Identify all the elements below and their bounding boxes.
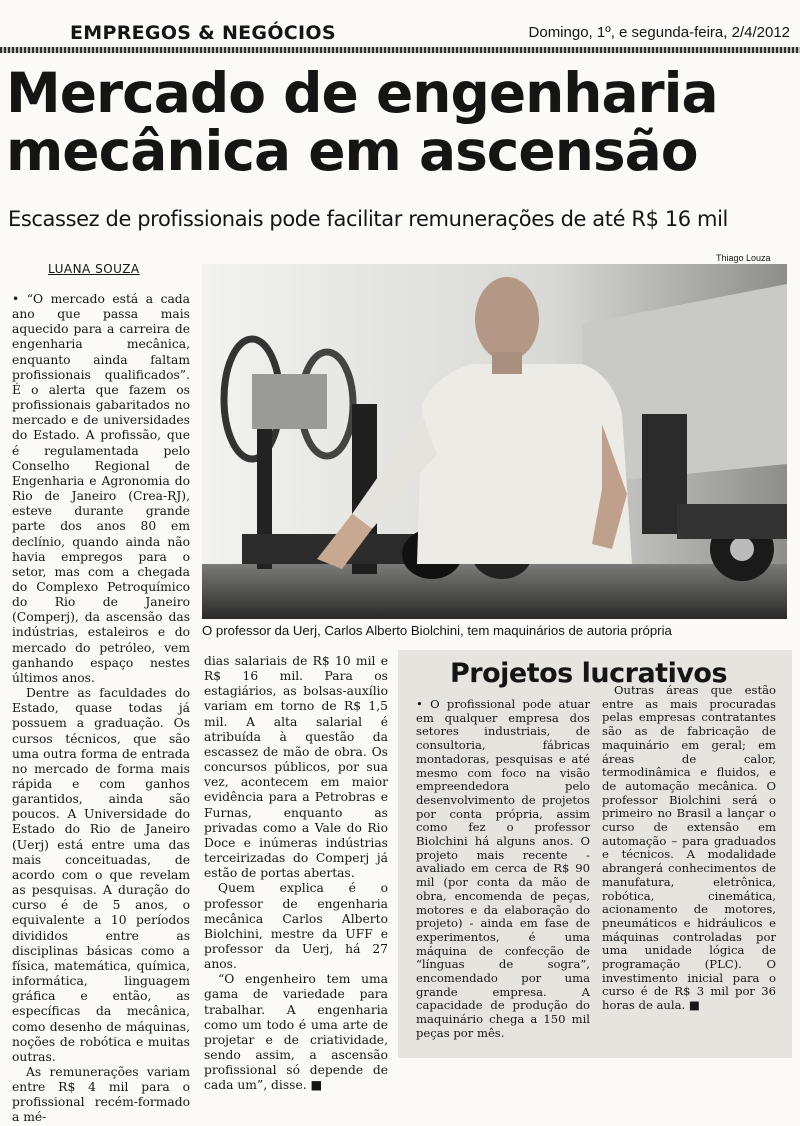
byline: LUANA SOUZA xyxy=(48,262,140,276)
headline-line-1: Mercado de engenharia xyxy=(6,61,718,125)
paragraph: As remunerações variam entre R$ 4 mil para o profissional recém-formado a mé- xyxy=(12,1064,190,1125)
headline-line-2: mecânica em ascensão xyxy=(6,119,698,183)
box-title: Projetos lucrativos xyxy=(450,658,728,689)
paragraph: dias salariais de R$ 10 mil e R$ 16 mil. Para os estagiários, as bolsas-auxílio variam em torno de R$ 1,5 mil. A alta salarial é atribuída à questão da escassez de mão de obra. Os concursos públicos, por sua vez, acontecem em maior evidência para a Petrobras e Furnas, enquanto as privadas como a Vale do Rio Doce e inúmeras indústrias terceirizadas do Comperj já estão de portas abertas. xyxy=(204,654,388,881)
box-column-1 xyxy=(416,698,590,1041)
date-line: Domingo, 1º, e segunda-feira, 2/4/2012 xyxy=(528,24,790,41)
subheadline: Escassez de profissionais pode facilitar remunerações de até R$ 16 mil xyxy=(8,207,728,231)
box-column-2 xyxy=(602,684,776,1013)
paragraph: Outras áreas que estão entre as mais procuradas pelas empresas contratantes são as de fabricação de maquinário em geral; em áreas de calor, termodinâmica e fluidos, e de automação mecânica. O professor Biolchini será o primeiro no Brasil a lançar o curso de extensão em automação – para graduados e técnicos. A modalidade abrangerá conhecimentos de manufatura, eletrônica, robótica, cinemática, acionamento de motores, pneumáticos e hidráulicos e máquinas controladas por uma unidade lógica de programação (PLC). O investimento inicial para o curso é de R$ 3 mil por 36 horas de aula. ■ xyxy=(602,683,776,1013)
article-column-1 xyxy=(12,292,190,1126)
page-header xyxy=(0,0,800,52)
article-column-2 xyxy=(204,654,388,1094)
photo-caption: O professor da Uerj, Carlos Alberto Biolchini, tem maquinários de autoria própria xyxy=(202,623,672,638)
photo-credit: Thiago Louza xyxy=(716,253,771,263)
article-photo xyxy=(202,264,787,619)
headline xyxy=(6,61,718,183)
header-rule xyxy=(0,47,800,53)
paragraph: Quem explica é o professor de engenharia mecânica Carlos Alberto Biolchini, mestre da UFF e professor da Uerj, há 27 anos. xyxy=(204,881,388,972)
paragraph: • “O mercado está a cada ano que passa mais aquecido para a carreira de engenharia mecânica, enquanto ainda faltam profissionais qualificados”. É o alerta que fazem os profissionais gabaritados no mercado e de universidades do Estado. A profissão, que é regulamentada pelo Conselho Regional de Engenharia e Agronomia do Rio de Janeiro (Crea-RJ), esteve durante grande parte dos anos 80 em declínio, quando ainda não havia empregos para o setor, mas com a chegada do Complexo Petroquímico do Rio de Janeiro (Comperj), da ascensão das indústrias, estaleiros e do mercado do petróleo, vem ganhando espaço nestes últimos anos. xyxy=(12,292,190,685)
section-name: EMPREGOS & NEGÓCIOS xyxy=(70,22,336,44)
paragraph: • O profissional pode atuar em qualquer empresa dos setores industriais, de consultoria, fábricas montadoras, pesquisas e até mesmo com foco na visão empreendedora pelo desenvolvimento de projetos por conta própria, assim como fez o professor Biolchini há alguns anos. O projeto mais recente - avaliado em cerca de R$ 90 mil (por conta da mão de obra, encomenda de peças, motores e da elaboração do projeto) - ainda em fase de experimentos, é uma máquina de confecção de “línguas de sogra”, encomendado por uma grande empresa. A capacidade de produção do maquinário chega a 150 mil peças por mês. xyxy=(416,697,590,1040)
paragraph: “O engenheiro tem uma gama de variedade para trabalhar. A engenharia como um todo é uma arte de projetar e de criatividade, sendo assim, a ascensão profissional só depende de cada um”, disse. ■ xyxy=(204,972,388,1093)
sidebar-box xyxy=(398,650,792,1058)
paragraph: Dentre as faculdades do Estado, quase todas já possuem a graduação. Os cursos técnicos, que são uma outra forma de entrada no mercado de forma mais rápida e com ganhos garantidos, ainda são poucos. A Universidade do Estado do Rio de Janeiro (Uerj) está entre uma das mais conceituadas, de acordo com o que revelam as pesquisas. A duração do curso é de 5 anos, o equivalente a 10 períodos divididos entre as disciplinas básicas como a física, matemática, química, informática, linguagem gráfica e então, as específicas da mecânica, como desenho de máquinas, noções de robótica e muitas outras. xyxy=(12,686,190,1064)
